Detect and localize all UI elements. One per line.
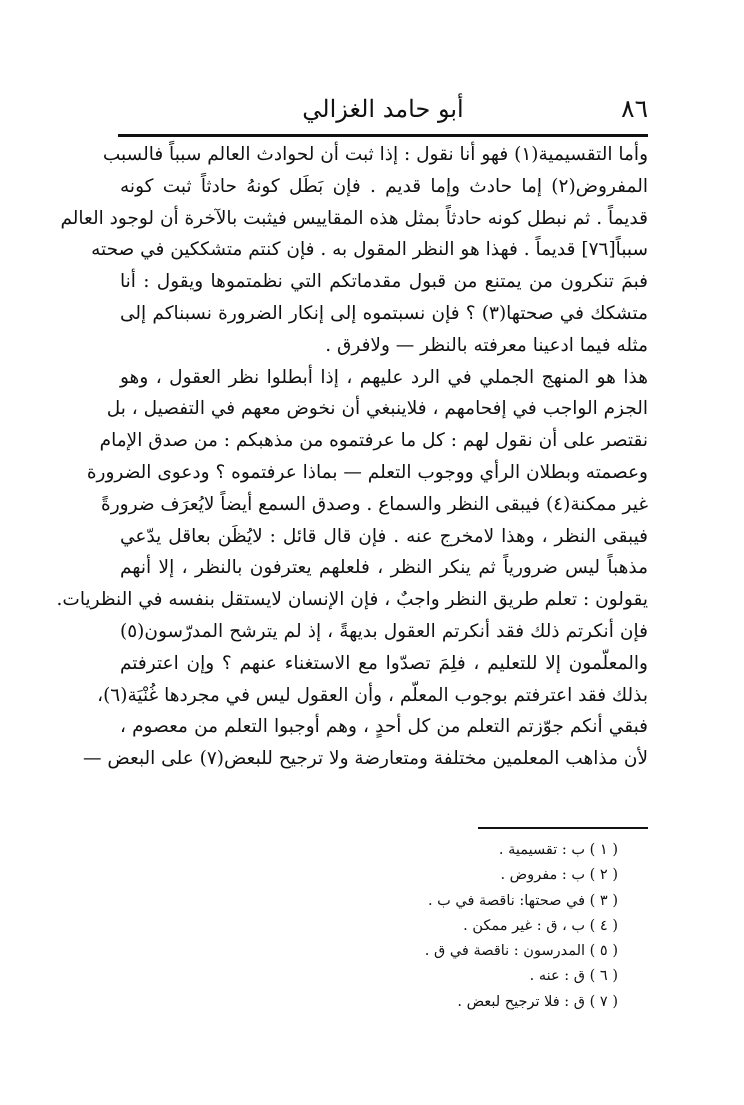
page-number: ٨٦	[621, 94, 648, 123]
text-line: وأما التقسيمية(١) فهو أنا نقول : إذا ثبت أن لحوادث العالم سبباً فالسبب	[102, 144, 648, 165]
page-header	[118, 92, 648, 126]
text-line: فبقي أنكم جوّزتم التعلم من كل أحدٍ ، وهم أوجبوا التعلم من معصوم ،	[120, 716, 648, 738]
text-line: يقولون : تعلم طريق النظر واجبٌ ، فإن الإنسان لايستقل بنفسه في النظريات.	[56, 589, 648, 611]
text-line: المفروض(٢) إما حادث وإما قديم . فإن بَطَل كونهُ حادثاً ثبت كونه	[120, 175, 648, 197]
text-line: فبمَ تنكرون من يمتنع من قبول مقدماتكم التي نظمتموها ويقول : أنا	[120, 271, 648, 293]
text-line: نقتصر على أن نقول لهم : كل ما عرفتموه من مذهبكم : من صدق الإمام	[99, 430, 648, 452]
footnote: ( ١ ) ب : تقسيمية .	[498, 842, 618, 858]
text-line: والمعلّمون إلا للتعليم ، فلِمَ تصدّوا مع الاستغناء عنهم ؟ وإن اعترفتم	[120, 652, 648, 674]
text-line: فإن أنكرتم ذلك فقد أنكرتم العقول بديهةً ، إذ لم يترشح المدرّسون(٥)	[120, 620, 648, 642]
footnote: ( ٤ ) ب ، ق : غير ممكن .	[463, 917, 618, 934]
footnote: ( ٣ ) في صحتها: ناقصة في ب .	[427, 892, 618, 909]
text-line: غير ممكنة(٤) فيبقى النظر والسماع . وصدق السمع أيضاً لايُعرَف ضرورةً	[101, 493, 648, 515]
text-line: سبباً[٧٦] قديماً . فهذا هو النظر المقول به . فإن كنتم متشككين في صحته	[91, 239, 648, 261]
text-line: وعصمته وبطلان الرأي ووجوب التعلم — بماذا عرفتموه ؟ ودعوى الضرورة	[86, 461, 648, 483]
footnote: ( ٢ ) ب : مفروض .	[500, 867, 618, 884]
footnotes	[300, 838, 618, 1015]
text-line: مذهباً ليس ضرورياً ثم ينكر النظر ، فلعلهم يعترفون بالنظر ، إلا أنهم	[120, 557, 648, 579]
text-line: لأن مذاهب المعلمين مختلفة ومتعارضة ولا ترجيح للبعض(٧) على البعض —	[82, 748, 648, 770]
text-line: الجزم الواجب في إفحامهم ، فلاينبغي أن نخوض معهم في التفصيل ، بل	[106, 398, 648, 420]
footnote: ( ٦ ) ق : عنه .	[529, 968, 618, 985]
text-line: فيبقى النظر ، وهذا لامخرج عنه . فإن قال قائل : لايُظَن بعاقل يدّعي	[120, 525, 648, 547]
text-line: بذلك فقد اعترفتم بوجوب المعلّم ، وأن العقول ليس في مجردها غُنْيَة(٦)،	[97, 684, 648, 706]
running-title: أبو حامد الغزالي	[302, 95, 464, 123]
main-text	[56, 139, 648, 775]
text-line: مثله فيما ادعينا معرفته بالنظر — ولافرق .	[325, 334, 648, 356]
text-line: قديماً . ثم نبطل كونه حادثاً بمثل هذه المقاييس فيثبت بالآخرة أن لوجود العالم	[60, 207, 648, 229]
footnote-rule	[478, 827, 648, 829]
footnote: ( ٧ ) ق : فلا ترجيح لبعض .	[457, 993, 618, 1010]
text-line: هذا هو المنهج الجملي في الرد عليهم ، إذا أبطلوا نظر العقول ، وهو	[120, 366, 648, 388]
text-line: متشكك في صحتها(٣) ؟ فإن نسبتموه إلى إنكار الضرورة نسبناكم إلى	[120, 302, 648, 324]
header-rule	[118, 134, 648, 137]
footnote: ( ٥ ) المدرسون : ناقصة في ق .	[424, 943, 618, 960]
